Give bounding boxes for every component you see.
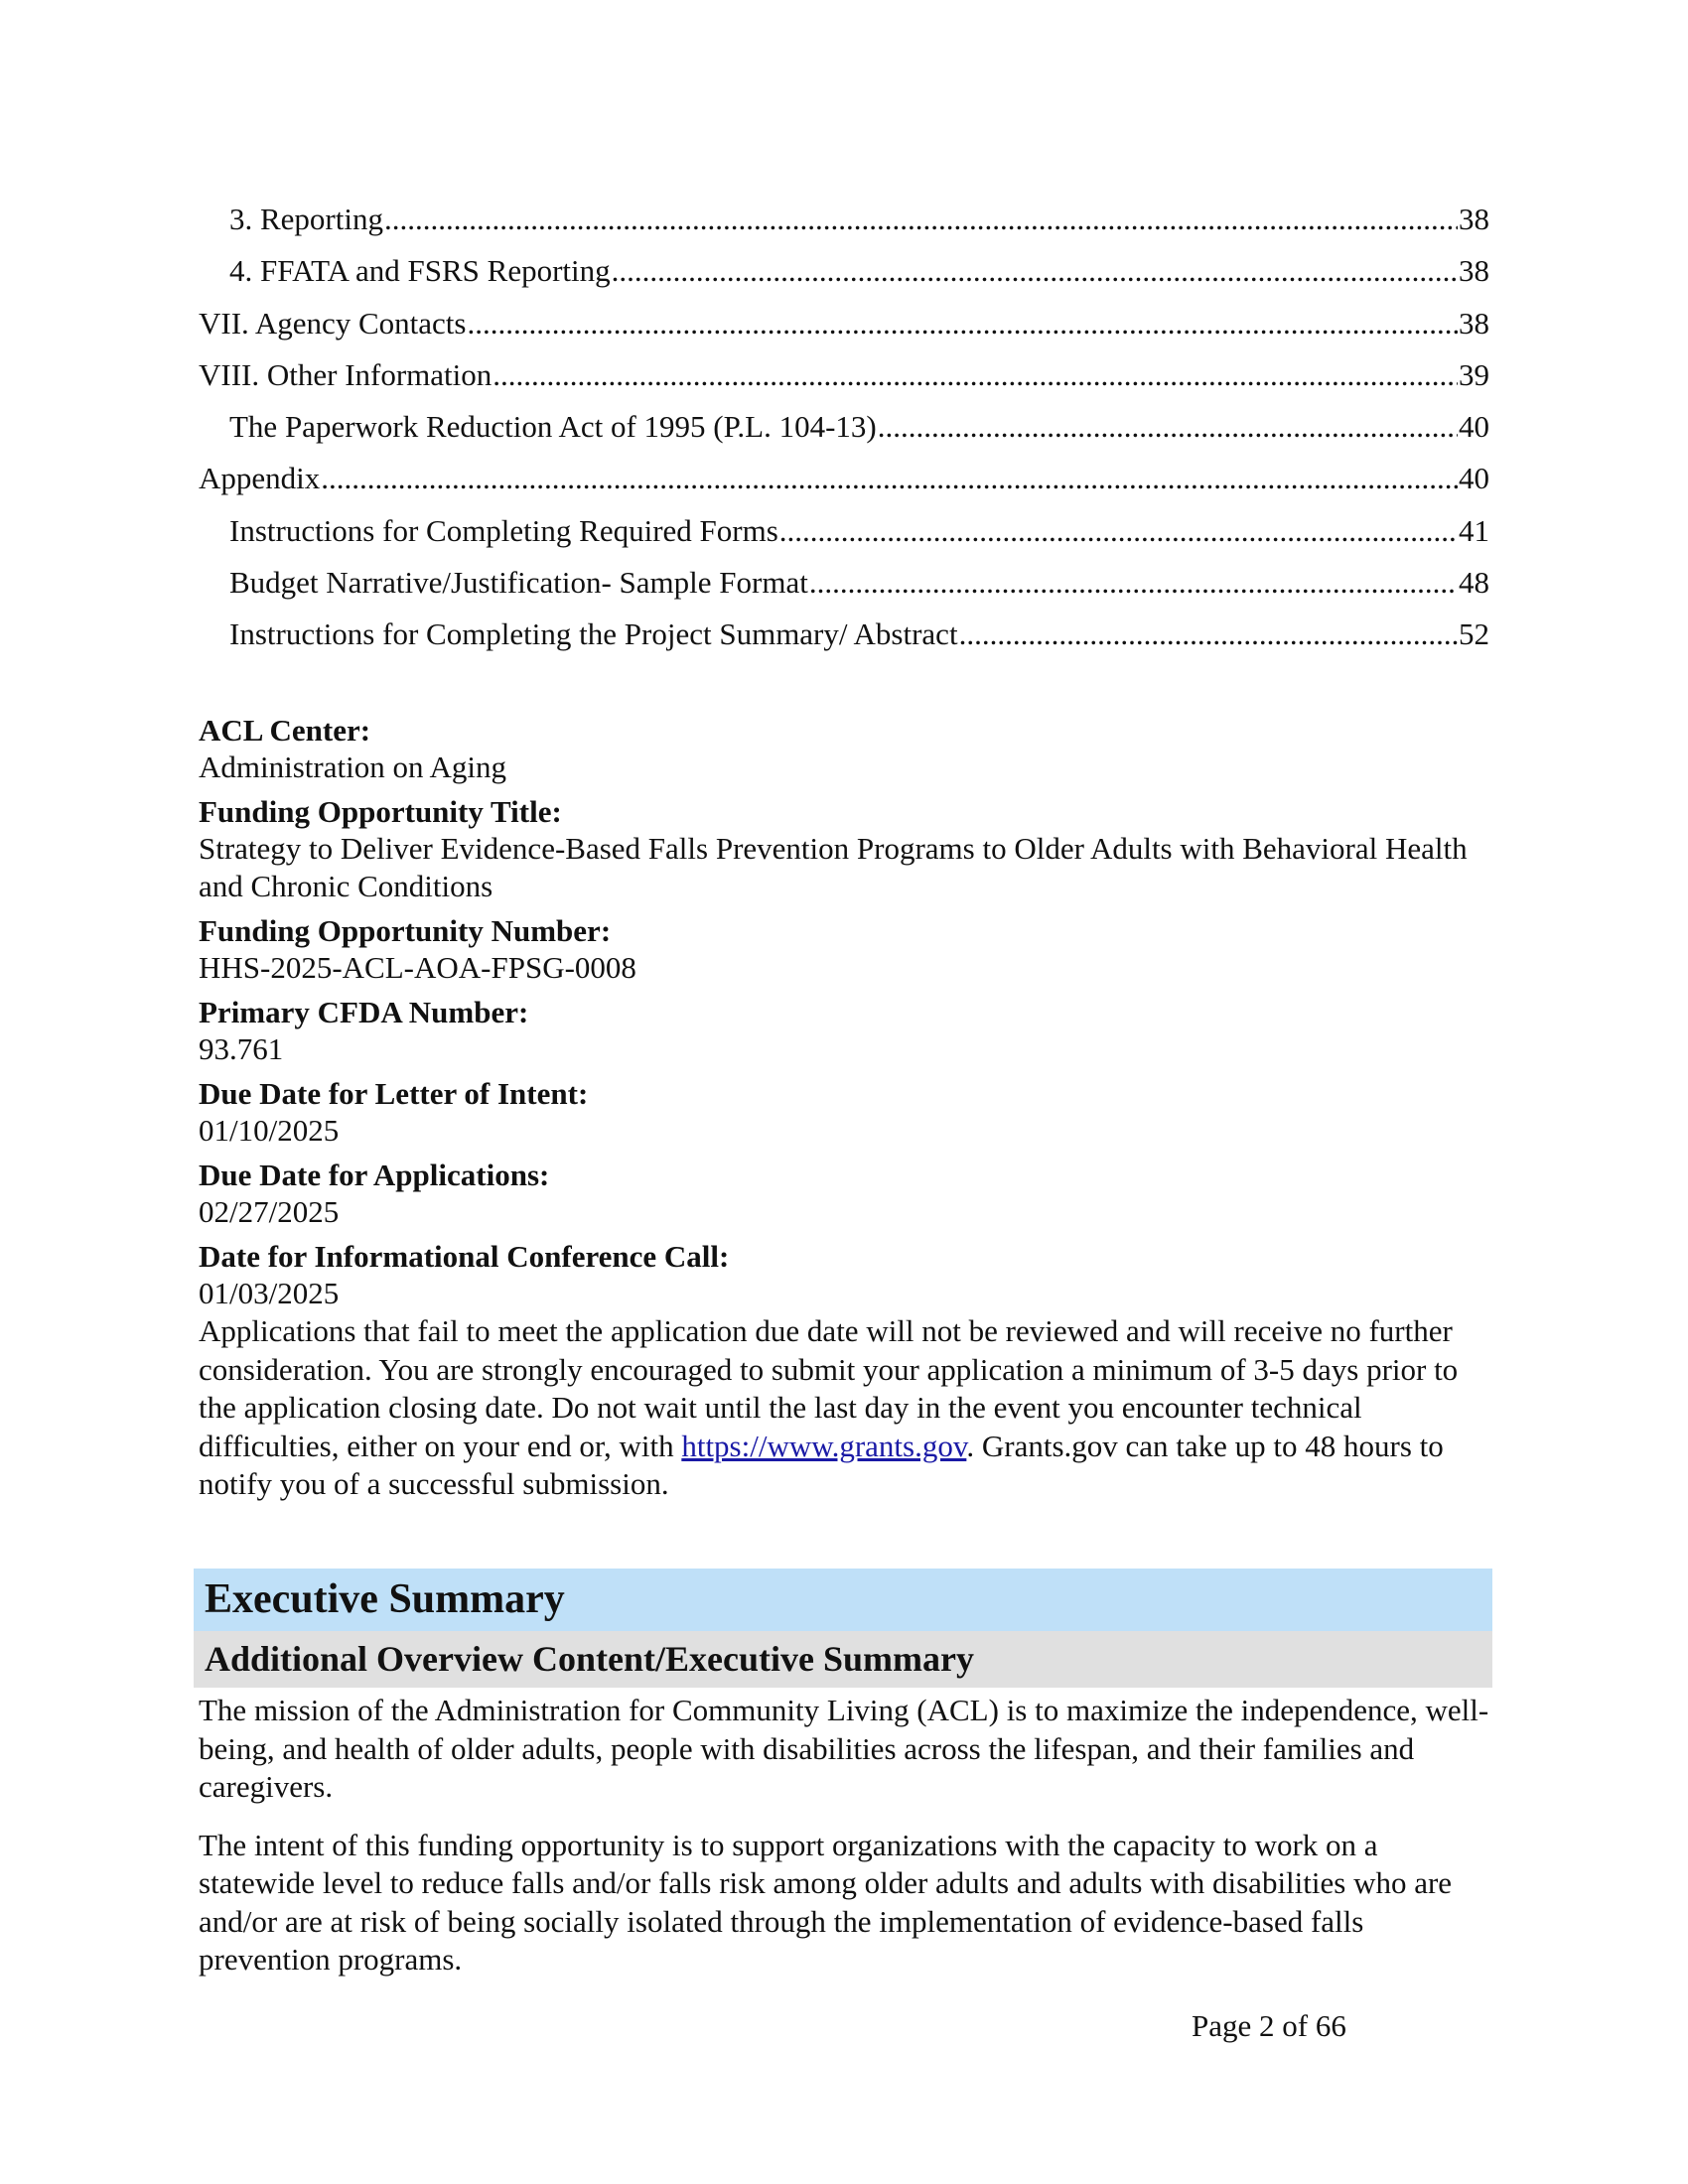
toc-entry[interactable] <box>199 354 1489 406</box>
toc-entry-title: Instructions for Completing Required Forms <box>229 512 778 548</box>
subsection-heading-overview: Additional Overview Content/Executive Summary <box>194 1631 1492 1688</box>
toc-leader-dots <box>321 458 1458 499</box>
field-value: 01/10/2025 <box>199 1113 340 1148</box>
field-label: Date for Informational Conference Call: <box>199 1239 730 1274</box>
toc-entry-page: 38 <box>1459 305 1489 341</box>
toc-leader-dots <box>384 199 1458 240</box>
toc-entry-title: Instructions for Completing the Project Summary/ Abstract <box>229 616 958 652</box>
toc-entry-title: Appendix <box>199 461 321 496</box>
field-value: HHS-2025-ACL-AOA-FPSG-0008 <box>199 950 636 985</box>
notice-text-end: . Grants.gov can take up to 48 hours to notify you of a successful submission. <box>199 1428 1444 1501</box>
toc-entry[interactable] <box>199 562 1489 614</box>
executive-summary-body <box>199 1692 1489 1999</box>
toc-entry-page: 38 <box>1459 202 1489 236</box>
toc-list <box>199 199 1489 666</box>
field-value: Administration on Aging <box>199 750 506 784</box>
toc-leader-dots <box>492 354 1458 396</box>
funding-number-field <box>199 913 1489 987</box>
toc-leader-dots <box>878 406 1458 448</box>
field-value: 02/27/2025 <box>199 1194 340 1229</box>
toc-entry[interactable] <box>199 250 1489 302</box>
summary-paragraph: The intent of this funding opportunity is to support organizations with the capacity to work on a statewide level to reduce falls and/or falls risk among older adults and adults with disabilities who are and/or are at risk of being socially isolated through the implementation of evidence-based falls prevention programs. <box>199 1827 1453 1977</box>
funding-title-field <box>199 794 1489 905</box>
toc-leader-dots <box>809 562 1458 604</box>
toc-leader-dots <box>779 510 1458 552</box>
summary-paragraph: The mission of the Administration for Community Living (ACL) is to maximize the independence, well-being, and health of older adults, people with disabilities across the lifespan, and their families and caregivers. <box>199 1693 1489 1804</box>
field-value: 01/03/2025 <box>199 1276 340 1310</box>
toc-entry-title: The Paperwork Reduction Act of 1995 (P.L. 104-13) <box>229 409 877 445</box>
section-heading-executive-summary: Executive Summary <box>194 1569 1492 1631</box>
toc-entry-page: 41 <box>1459 512 1489 548</box>
toc-entry-page: 40 <box>1459 409 1489 445</box>
toc-entry[interactable] <box>199 510 1489 562</box>
toc-entry[interactable] <box>199 458 1489 509</box>
toc-entry-page: 40 <box>1459 461 1489 496</box>
field-label: Due Date for Applications: <box>199 1158 550 1192</box>
acl-center-field <box>199 713 1489 786</box>
toc-entry-title: VII. Agency Contacts <box>199 305 467 341</box>
toc-entry-page: 52 <box>1459 616 1489 652</box>
toc-entry[interactable] <box>199 303 1489 354</box>
page-number: Page 2 of 66 <box>1192 2008 1346 2043</box>
toc-leader-dots <box>612 250 1458 292</box>
field-label: ACL Center: <box>199 713 371 748</box>
toc-entry-title: 4. FFATA and FSRS Reporting <box>229 253 611 289</box>
field-label: Funding Opportunity Title: <box>199 794 562 829</box>
toc-entry-page: 39 <box>1459 356 1489 392</box>
toc-leader-dots <box>467 303 1458 344</box>
funding-info <box>199 713 1489 1504</box>
field-value: Strategy to Deliver Evidence-Based Falls Prevention Programs to Older Adults with Behavioral Health and Chronic Conditions <box>199 831 1468 903</box>
toc-entry-title: 3. Reporting <box>229 202 383 236</box>
toc-leader-dots <box>959 614 1458 655</box>
notice-text: Applications that fail to meet the application due date will not be reviewed and will receive no further consideration. You are strongly encouraged to submit your application a minimum of 3-5 days prior to the application closing date. Do not wait until the last day in the event you encounter technical difficulties, either on your end or, with <box>199 1313 1459 1463</box>
deadline-notice <box>199 1312 1489 1504</box>
loi-due-date-field <box>199 1076 1489 1150</box>
toc-entry-page: 38 <box>1459 253 1489 289</box>
grants-gov-link[interactable]: https://www.grants.gov <box>681 1428 967 1463</box>
conference-call-date-field <box>199 1239 1489 1312</box>
table-of-contents <box>199 199 1489 666</box>
application-due-date-field <box>199 1158 1489 1231</box>
toc-entry[interactable] <box>199 199 1489 250</box>
toc-entry-title: Budget Narrative/Justification- Sample Format <box>229 565 808 601</box>
toc-entry[interactable] <box>199 406 1489 458</box>
field-label: Due Date for Letter of Intent: <box>199 1076 589 1111</box>
field-value: 93.761 <box>199 1031 284 1066</box>
field-label: Primary CFDA Number: <box>199 995 529 1029</box>
toc-entry-title: VIII. Other Information <box>199 356 492 392</box>
cfda-number-field <box>199 995 1489 1068</box>
toc-entry[interactable] <box>199 614 1489 665</box>
toc-entry-page: 48 <box>1459 565 1489 601</box>
field-label: Funding Opportunity Number: <box>199 913 612 948</box>
